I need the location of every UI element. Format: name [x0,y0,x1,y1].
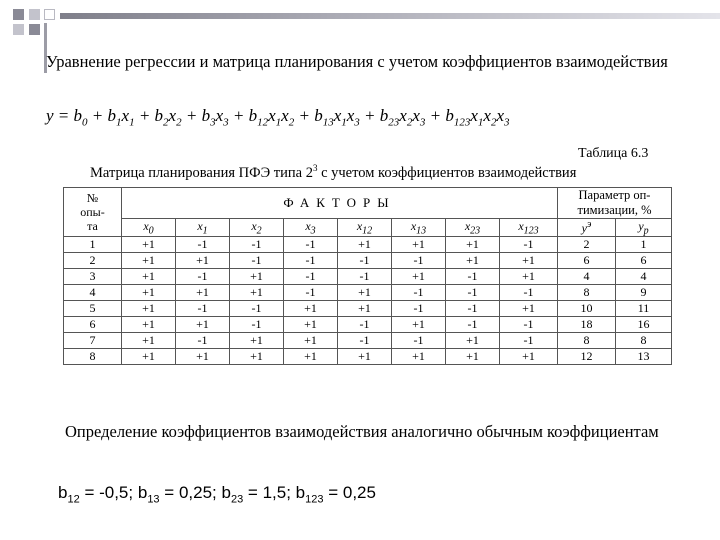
table-cell: +1 [392,317,446,333]
equation-var: x [470,106,478,125]
table-row [64,333,672,349]
equation-var-sub: 2 [490,116,497,129]
factor-symbol-sub: 1 [202,225,208,237]
factor-symbol: x [251,219,257,233]
table-cell: 8 [64,349,122,365]
table-row [64,317,672,333]
table-row [64,269,672,285]
table-cell: 12 [558,349,616,365]
coefficient-sub: 123 [305,493,324,506]
equation-coef: b [314,106,323,125]
table-cell: -1 [284,253,338,269]
table-cell: +1 [446,333,500,349]
equation-coef: b [379,106,389,125]
coefficient-eq: = [79,483,100,502]
decor-square [29,9,40,20]
factor-symbol: x [410,219,417,233]
equation-coef: b [248,106,258,125]
table-cell: +1 [122,253,176,269]
equation-var-sub: 3 [354,116,360,129]
equation-plus: + [359,106,380,125]
table-caption [90,163,576,182]
table-cell: -1 [176,333,230,349]
factor-column-header [284,219,338,237]
table-cell: 7 [64,333,122,349]
table-row [64,253,672,269]
table-cell: 8 [558,333,616,349]
coefficient-eq: = [159,483,179,502]
slide-title: Уравнение регрессии и матрица планирования с учетом коэффициентов взаимодействия [46,52,668,71]
equation-var: x [121,106,130,125]
equation-term [107,106,135,129]
table-cell: +1 [392,349,446,365]
table-cell: +1 [284,301,338,317]
table-cell: -1 [230,253,284,269]
factor-symbol-sub: 3 [310,225,316,237]
table-cell: 5 [64,301,122,317]
table-cell: 13 [616,349,672,365]
coefficient-item [58,483,138,506]
table-row [64,285,672,301]
factor-symbol: x [305,219,311,233]
equation-var-sub: 2 [176,116,182,129]
table-cell: +1 [338,285,392,301]
equation-var-sub: 1 [275,116,282,129]
table-cell: -1 [230,317,284,333]
coefficient-item [221,483,296,506]
coefficient-sub: 12 [67,493,80,506]
table-row [64,237,672,253]
table-cell: +1 [230,333,284,349]
table-cell: -1 [338,317,392,333]
equation-coef-sub: 13 [322,116,334,129]
table-cell: +1 [122,333,176,349]
factor-column-header [446,219,500,237]
table-cell: +1 [122,349,176,365]
regression-equation [46,106,509,128]
table-cell: +1 [122,317,176,333]
factor-column-header [392,219,446,237]
equation-var: x [333,106,342,125]
equation-plus: + [134,106,155,125]
table-cell: -1 [500,237,558,253]
decor-top-bar [60,13,720,19]
equation-var: x [268,106,276,125]
factor-column-header [230,219,284,237]
equation-var-sub: 3 [503,116,510,129]
equation-term [73,106,88,129]
table-cell: +1 [176,285,230,301]
equation-var-sub: 1 [341,116,347,129]
param-column-header [558,219,616,237]
equation-coef: b [201,106,211,125]
table-number: Таблица 6.3 [578,146,649,161]
param-symbol-sup: э [586,219,592,231]
table-cell: 2 [64,253,122,269]
factor-symbol: x [143,219,149,233]
table-cell: 6 [558,253,616,269]
equation-coef-sub: 0 [82,116,88,129]
table-cell: +1 [338,237,392,253]
coefficient-sep: ; [212,483,222,502]
table-cell: -1 [446,285,500,301]
coefficient-eq: = [243,483,263,502]
table-cell: -1 [284,285,338,301]
equation-var: x [168,106,177,125]
table-cell: +1 [284,333,338,349]
coefficient-sep: ; [128,483,138,502]
coefficient-sub: 13 [147,493,160,506]
table-cell: 11 [616,301,672,317]
factor-column-header [338,219,392,237]
decor-square [13,24,24,35]
table-cell: +1 [446,349,500,365]
table-cell: 6 [616,253,672,269]
equation-coef: b [107,106,117,125]
table-cell: -1 [392,285,446,301]
equation-coef-sub: 1 [116,116,122,129]
coefficient-eq: = [323,483,343,502]
equation-var-sub: 1 [477,116,484,129]
equation-var: x [399,106,407,125]
equation-var: x [215,106,224,125]
table-cell: 10 [558,301,616,317]
equation-plus: + [181,106,202,125]
coefficient-sub: 23 [230,493,244,506]
equation-plus: + [228,106,249,125]
factor-symbol-sub: 123 [523,225,539,237]
table-cell: +1 [338,349,392,365]
coefficient-value: -0,5 [99,483,129,502]
header-experiment-number: № опы- та [64,188,122,237]
table-cell: +1 [230,269,284,285]
table-cell: -1 [230,237,284,253]
param-symbol-sub: р [643,225,649,237]
equation-var-sub: 3 [223,116,229,129]
table-cell: +1 [500,253,558,269]
factor-column-header [500,219,558,237]
table-cell: 8 [558,285,616,301]
coefficient-value: 0,25 [342,483,376,502]
table-cell: -1 [500,333,558,349]
table-caption-text: Матрица планирования ПФЭ типа 2 [90,164,313,181]
table-cell: +1 [500,349,558,365]
bottom-text: Определение коэффициентов взаимодействия аналогично обычным коэффициентам [65,422,659,441]
table-caption-sup: 3 [312,163,318,173]
factor-symbol-sub: 2 [256,225,262,237]
header-optimization-param: Параметр оп- тимизации, % [558,188,672,219]
equation-term [379,106,426,129]
param-column-header [616,219,672,237]
table-cell: 3 [64,269,122,285]
table-cell: 1 [64,237,122,253]
table-cell: 4 [64,285,122,301]
equation-var-sub: 2 [288,116,295,129]
equation-coef: b [445,106,454,125]
coefficient-name: b [295,483,306,502]
table-cell: +1 [122,301,176,317]
table-cell: -1 [500,317,558,333]
table-cell: -1 [392,301,446,317]
factor-column-header [176,219,230,237]
table-cell: +1 [284,317,338,333]
equation-var: x [483,106,491,125]
table-cell: 6 [64,317,122,333]
equation-plus: + [87,106,108,125]
equation-equals: = [53,106,74,125]
table-cell: +1 [230,349,284,365]
table-cell: 9 [616,285,672,301]
equation-var-sub: 2 [406,116,413,129]
coefficients-line [58,483,376,505]
equation-coef-sub: 2 [163,116,169,129]
coefficient-item [295,483,376,506]
coefficient-value: 0,25 [178,483,213,502]
coefficient-value: 1,5 [262,483,287,502]
table-cell: 2 [558,237,616,253]
equation-term [201,106,229,129]
planning-matrix-table [63,187,672,365]
factor-symbol-sub: 12 [362,225,373,237]
equation-var: x [281,106,289,125]
equation-coef-sub: 123 [453,116,471,129]
table-caption-tail: с учетом коэффициентов взаимодействия [317,164,577,181]
equation-var-sub: 3 [419,116,426,129]
equation-term [314,106,360,129]
factor-symbol: x [518,219,524,233]
table-cell: -1 [500,285,558,301]
equation-coef-sub: 12 [257,116,269,129]
table-cell: 1 [616,237,672,253]
equation-lhs: y [46,106,54,125]
table-row [64,349,672,365]
coefficient-item [137,483,222,506]
equation-coef-sub: 23 [388,116,400,129]
equation-coef-sub: 3 [210,116,216,129]
table-cell: -1 [176,237,230,253]
factor-symbol: x [356,219,363,233]
table-cell: +1 [230,285,284,301]
table-cell: +1 [176,317,230,333]
equation-var: x [346,106,355,125]
table-cell: 16 [616,317,672,333]
table-cell: 8 [616,333,672,349]
table-cell: -1 [446,269,500,285]
table-cell: 18 [558,317,616,333]
factor-column-header [122,219,176,237]
param-symbol: y [638,219,644,233]
table-cell: +1 [446,253,500,269]
factor-symbol: x [197,219,203,233]
table-cell: -1 [338,333,392,349]
table-cell: -1 [338,269,392,285]
header-factors: ФАКТОРЫ [122,188,558,219]
table-cell: +1 [176,349,230,365]
table-cell: +1 [338,301,392,317]
table-cell: -1 [176,269,230,285]
factor-symbol-sub: 0 [148,225,154,237]
equation-var: x [412,106,420,125]
factor-symbol-sub: 13 [416,225,427,237]
table-cell: -1 [284,237,338,253]
decor-square [29,24,40,35]
equation-var-sub: 1 [129,116,135,129]
equation-plus: + [294,106,315,125]
equation-term [445,106,510,129]
table-cell: +1 [122,285,176,301]
table-cell: +1 [122,269,176,285]
table-cell: -1 [284,269,338,285]
equation-var: x [496,106,504,125]
equation-coef: b [73,106,83,125]
equation-term [154,106,182,129]
table-cell: -1 [230,301,284,317]
table-cell: -1 [446,317,500,333]
table-cell: -1 [338,253,392,269]
table-row [64,301,672,317]
table-cell: +1 [392,237,446,253]
table-cell: +1 [284,349,338,365]
table-cell: +1 [122,237,176,253]
coefficient-name: b [58,483,68,502]
factor-symbol: x [464,219,471,233]
param-symbol: y [581,221,587,236]
table-cell: -1 [446,301,500,317]
table-cell: +1 [500,301,558,317]
table-cell: -1 [392,253,446,269]
coefficient-name: b [221,483,231,502]
decor-square [44,9,55,20]
equation-coef: b [154,106,164,125]
table-cell: -1 [176,301,230,317]
coefficient-name: b [137,483,148,502]
table-cell: -1 [392,333,446,349]
decor-square [13,9,24,20]
factor-symbol-sub: 23 [470,225,481,237]
table-cell: +1 [392,269,446,285]
equation-term [248,106,295,129]
table-cell: +1 [446,237,500,253]
table-cell: +1 [176,253,230,269]
table-cell: 4 [558,269,616,285]
coefficient-sep: ; [286,483,296,502]
table-cell: +1 [500,269,558,285]
equation-plus: + [425,106,446,125]
table-cell: 4 [616,269,672,285]
